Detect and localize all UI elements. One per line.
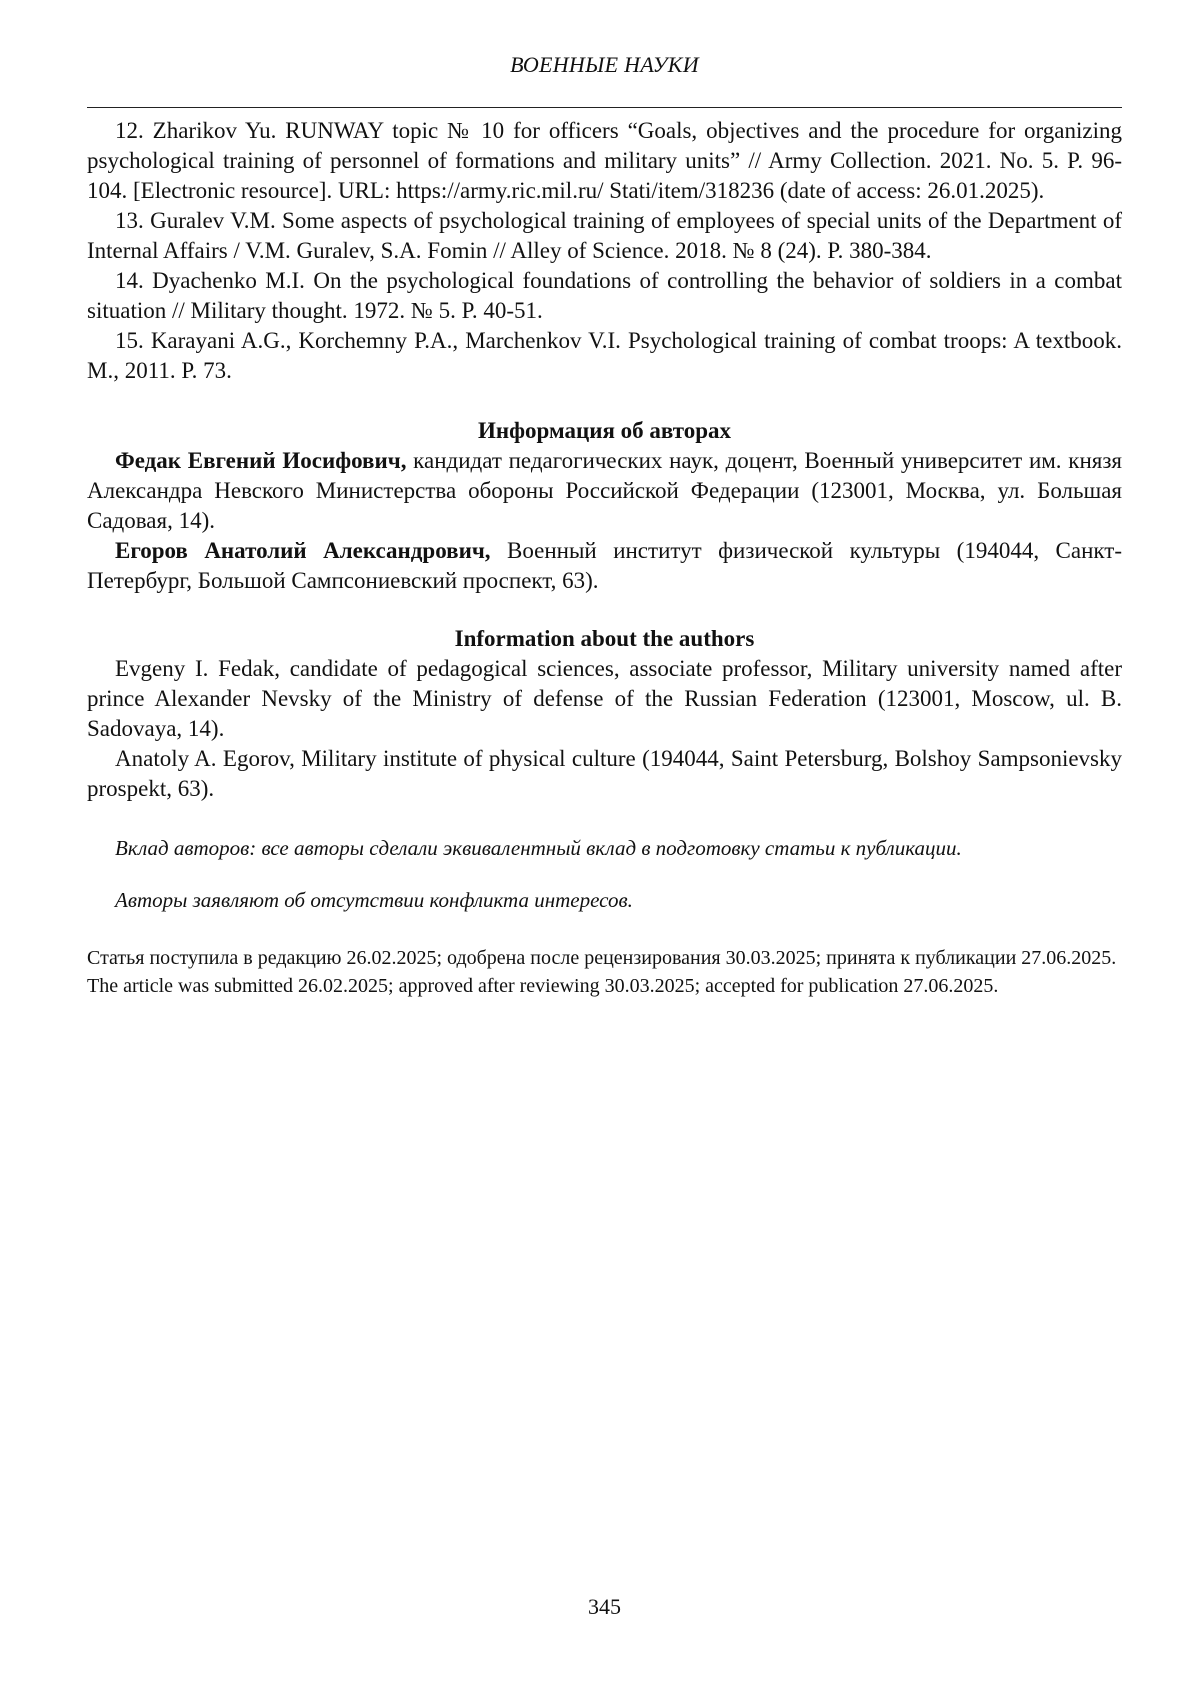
authors-info-en: [87, 624, 1122, 804]
author-ru-egorov-name: Егоров Анатолий Александрович,: [115, 538, 491, 563]
authors-info-ru: [87, 416, 1122, 596]
reference-item-15: 15. Karayani A.G., Korchemny P.A., Marchenkov V.I. Psychological training of combat troops: A textbook. M., 2011. P. 73.: [87, 328, 1122, 383]
article-history-ru: Статья поступила в редакцию 26.02.2025; одобрена после рецензирования 30.03.2025; принята к публикации 27.06.2025.: [87, 947, 1117, 969]
reference-list: [87, 116, 1122, 386]
article-history: [87, 944, 1122, 1000]
page-content: [87, 116, 1122, 1000]
conflict-of-interest-note: Авторы заявляют об отсутствии конфликта интересов.: [115, 888, 633, 912]
reference-item-13: 13. Guralev V.M. Some aspects of psychological training of employees of special units of the Department of Internal Affairs / V.M. Guralev, S.A. Fomin // Alley of Science. 2018. № 8 (24). P. 380-384.: [87, 208, 1122, 263]
running-header: ВОЕННЫЕ НАУКИ: [510, 52, 699, 77]
authors-info-en-title: Information about the authors: [454, 626, 755, 651]
author-ru-fedak: [87, 446, 1122, 536]
author-ru-fedak-details: кандидат педагогических наук, доцент, Военный университет им. князя Александра Невского Министерства обороны Российской Федерации (123001, Москва, ул. Большая Садовая, 14).: [87, 448, 1123, 533]
author-ru-fedak-name: Федак Евгений Иосифович,: [115, 448, 407, 473]
author-ru-egorov: [87, 536, 1122, 596]
authors-contribution-note: Вклад авторов: все авторы сделали эквивалентный вклад в подготовку статьи к публикации.: [115, 836, 962, 860]
article-history-en: The article was submitted 26.02.2025; approved after reviewing 30.03.2025; accepted for publication 27.06.2025.: [87, 975, 999, 997]
authors-info-ru-title: Информация об авторах: [477, 418, 732, 443]
header-divider: [87, 107, 1122, 108]
author-en-egorov: Anatoly A. Egorov, Military institute of physical culture (194044, Saint Petersburg, Bolshoy Sampsonievsky prospekt, 63).: [87, 746, 1122, 801]
reference-item-12: 12. Zharikov Yu. RUNWAY topic № 10 for officers “Goals, objectives and the procedure for organizing psychological training of personnel of formations and military units” // Army Collection. 2021. No. 5. P. 96-104. [Electronic resource]. URL: https://army.ric.mil.ru/ Stati/item/318236 (date of access: 26.01.2025).: [87, 118, 1122, 203]
author-ru-egorov-details: Военный институт физической культуры (194044, Санкт-Петербург, Большой Сампсониевский проспект, 63).: [87, 538, 1122, 593]
reference-item-14: 14. Dyachenko M.I. On the psychological foundations of controlling the behavior of soldiers in a combat situation // Military thought. 1972. № 5. P. 40-51.: [87, 268, 1122, 323]
page-number: 345: [588, 1594, 621, 1619]
author-en-fedak: Evgeny I. Fedak, candidate of pedagogical sciences, associate professor, Military university named after prince Alexander Nevsky of the Ministry of defense of the Russian Federation (123001, Moscow, ul. B. Sadovaya, 14).: [87, 656, 1122, 741]
